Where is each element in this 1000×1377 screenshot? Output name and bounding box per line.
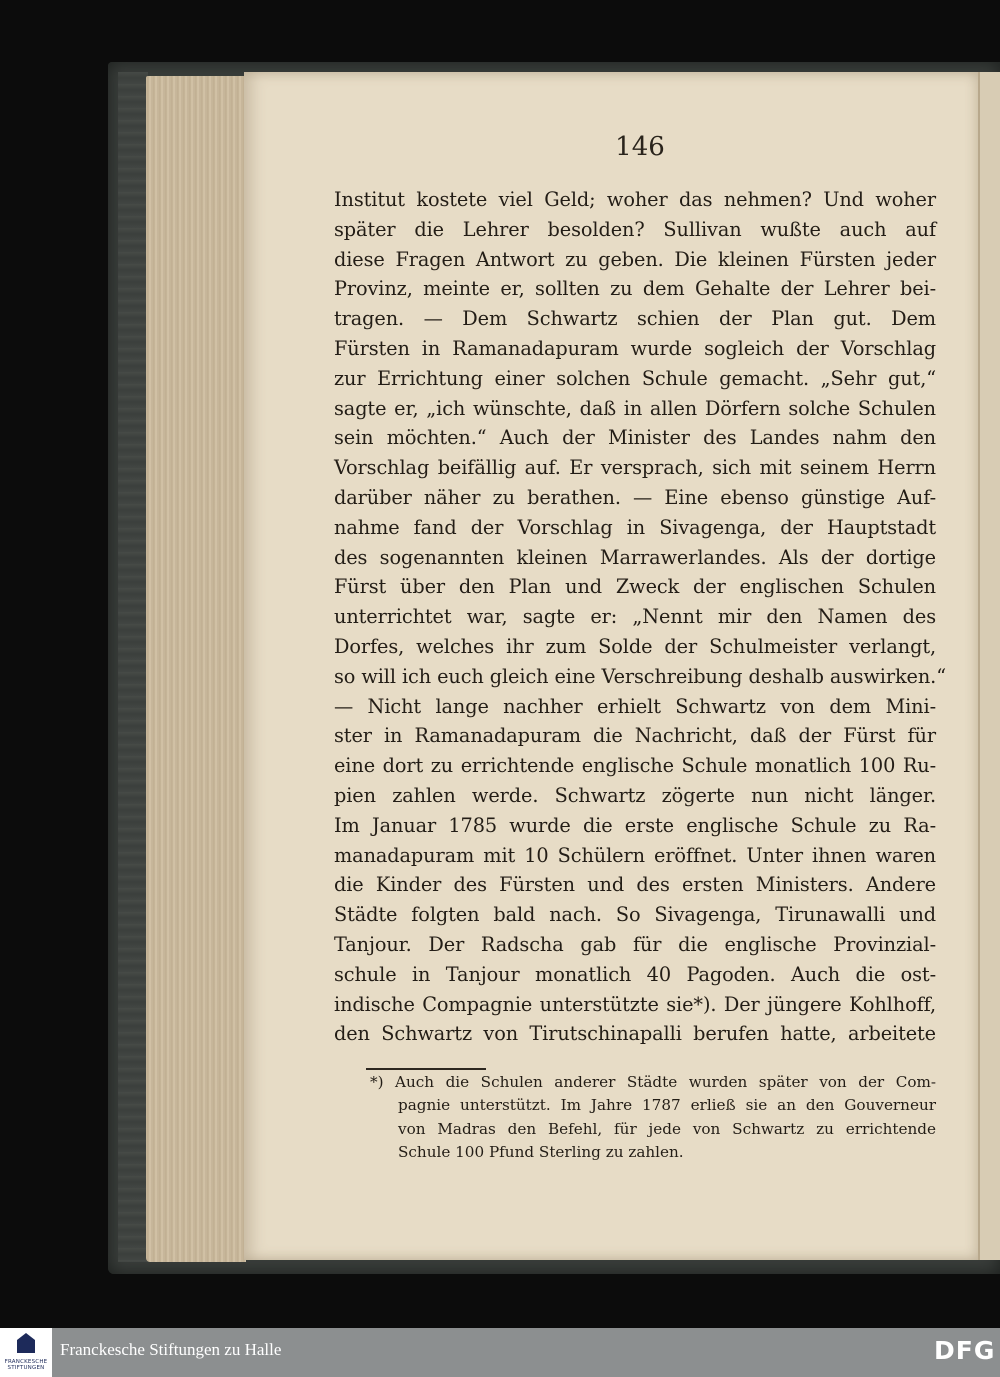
- text-line: so will ich euch gleich eine Verschreibung deshalb auswirken.“: [334, 664, 946, 688]
- text-line: manadapuram mit 10 Schülern eröffnet. Unter ihnen waren: [334, 843, 936, 867]
- logo-text: FRANCKESCHE STIFTUNGEN: [4, 1359, 48, 1371]
- page-number: 146: [615, 132, 665, 162]
- text-line: Im Januar 1785 wurde die erste englische Schule zu Ra-: [334, 813, 936, 837]
- text-line: ster in Ramanadapuram die Nachricht, daß der Fürst für: [334, 724, 936, 748]
- text-line: Provinz, meinte er, sollten zu dem Gehalte der Lehrer bei-: [334, 277, 936, 301]
- text-line: Institut kostete viel Geld; woher das nehmen? Und woher: [334, 188, 936, 211]
- facing-page-edge: [978, 72, 1000, 1260]
- text-line: tragen. — Dem Schwartz schien der Plan gut. Dem: [334, 307, 936, 331]
- text-line: die Kinder des Fürsten und des ersten Ministers. Andere: [334, 873, 936, 897]
- text-line: Städte folgten bald nach. So Sivagenga, Tirunawalli und: [334, 903, 936, 927]
- institution-name[interactable]: Franckesche Stiftungen zu Halle: [60, 1340, 282, 1359]
- text-line: diese Fragen Antwort zu geben. Die kleinen Fürsten jeder: [334, 247, 936, 271]
- text-line: zur Errichtung einer solchen Schule gemacht. „Sehr gut,“: [334, 366, 936, 390]
- text-line: sagte er, „ich wünschte, daß in allen Dörfern solche Schulen: [334, 396, 936, 420]
- text-line: unterrichtet war, sagte er: „Nennt mir den Namen des: [334, 605, 936, 629]
- text-line: Fürsten in Ramanadapuram wurde sogleich der Vorschlag: [334, 336, 936, 360]
- footnote-rule: [366, 1068, 486, 1070]
- page-body-text: [334, 185, 946, 1049]
- dfg-logo[interactable]: DFG: [934, 1336, 996, 1365]
- text-line: pien zahlen werde. Schwartz zögerte nun nicht länger.: [334, 783, 936, 807]
- text-line: — Nicht lange nachher erhielt Schwartz von dem Mini-: [334, 694, 936, 718]
- text-line: indische Compagnie unterstützte sie*). Der jüngere Kohlhoff,: [334, 992, 936, 1016]
- text-line: den Schwartz von Tirutschinapalli berufen hatte, arbeitete: [334, 1022, 936, 1046]
- footnote-line: Schule 100 Pfund Sterling zu zahlen.: [398, 1142, 684, 1161]
- cover-edge: [118, 72, 148, 1262]
- text-line: nahme fand der Vorschlag in Sivagenga, der Hauptstadt: [334, 515, 936, 539]
- text-line: sein möchten.“ Auch der Minister des Landes nahm den: [334, 426, 936, 450]
- text-line: Dorfes, welches ihr zum Solde der Schulmeister verlangt,: [334, 634, 936, 658]
- footnote-line: pagnie unterstützt. Im Jahre 1787 erließ sie an den Gouverneur: [398, 1096, 936, 1115]
- footnote-line: von Madras den Befehl, für jede von Schwartz zu errichtende: [398, 1119, 936, 1138]
- text-line: Fürst über den Plan und Zweck der englischen Schulen: [334, 575, 936, 599]
- text-line: Tanjour. Der Radscha gab für die englische Provinzial-: [334, 932, 936, 956]
- text-line: darüber näher zu berathen. — Eine ebenso günstige Auf-: [334, 485, 936, 509]
- text-line: des sogenannten kleinen Marrawerlandes. Als der dortige: [334, 545, 936, 569]
- page-fore-edge: [146, 76, 246, 1262]
- text-line: später die Lehrer besolden? Sullivan wußte auch auf: [334, 217, 936, 241]
- footnote: [370, 1071, 936, 1164]
- text-line: Vorschlag beifällig auf. Er versprach, sich mit seinem Herrn: [334, 456, 936, 480]
- text-line: schule in Tanjour monatlich 40 Pagoden. Auch die ost-: [334, 962, 936, 986]
- footnote-line: *) Auch die Schulen anderer Städte wurden später von der Com-: [370, 1073, 936, 1091]
- text-line: eine dort zu errichtende englische Schule monatlich 100 Ru-: [334, 754, 936, 778]
